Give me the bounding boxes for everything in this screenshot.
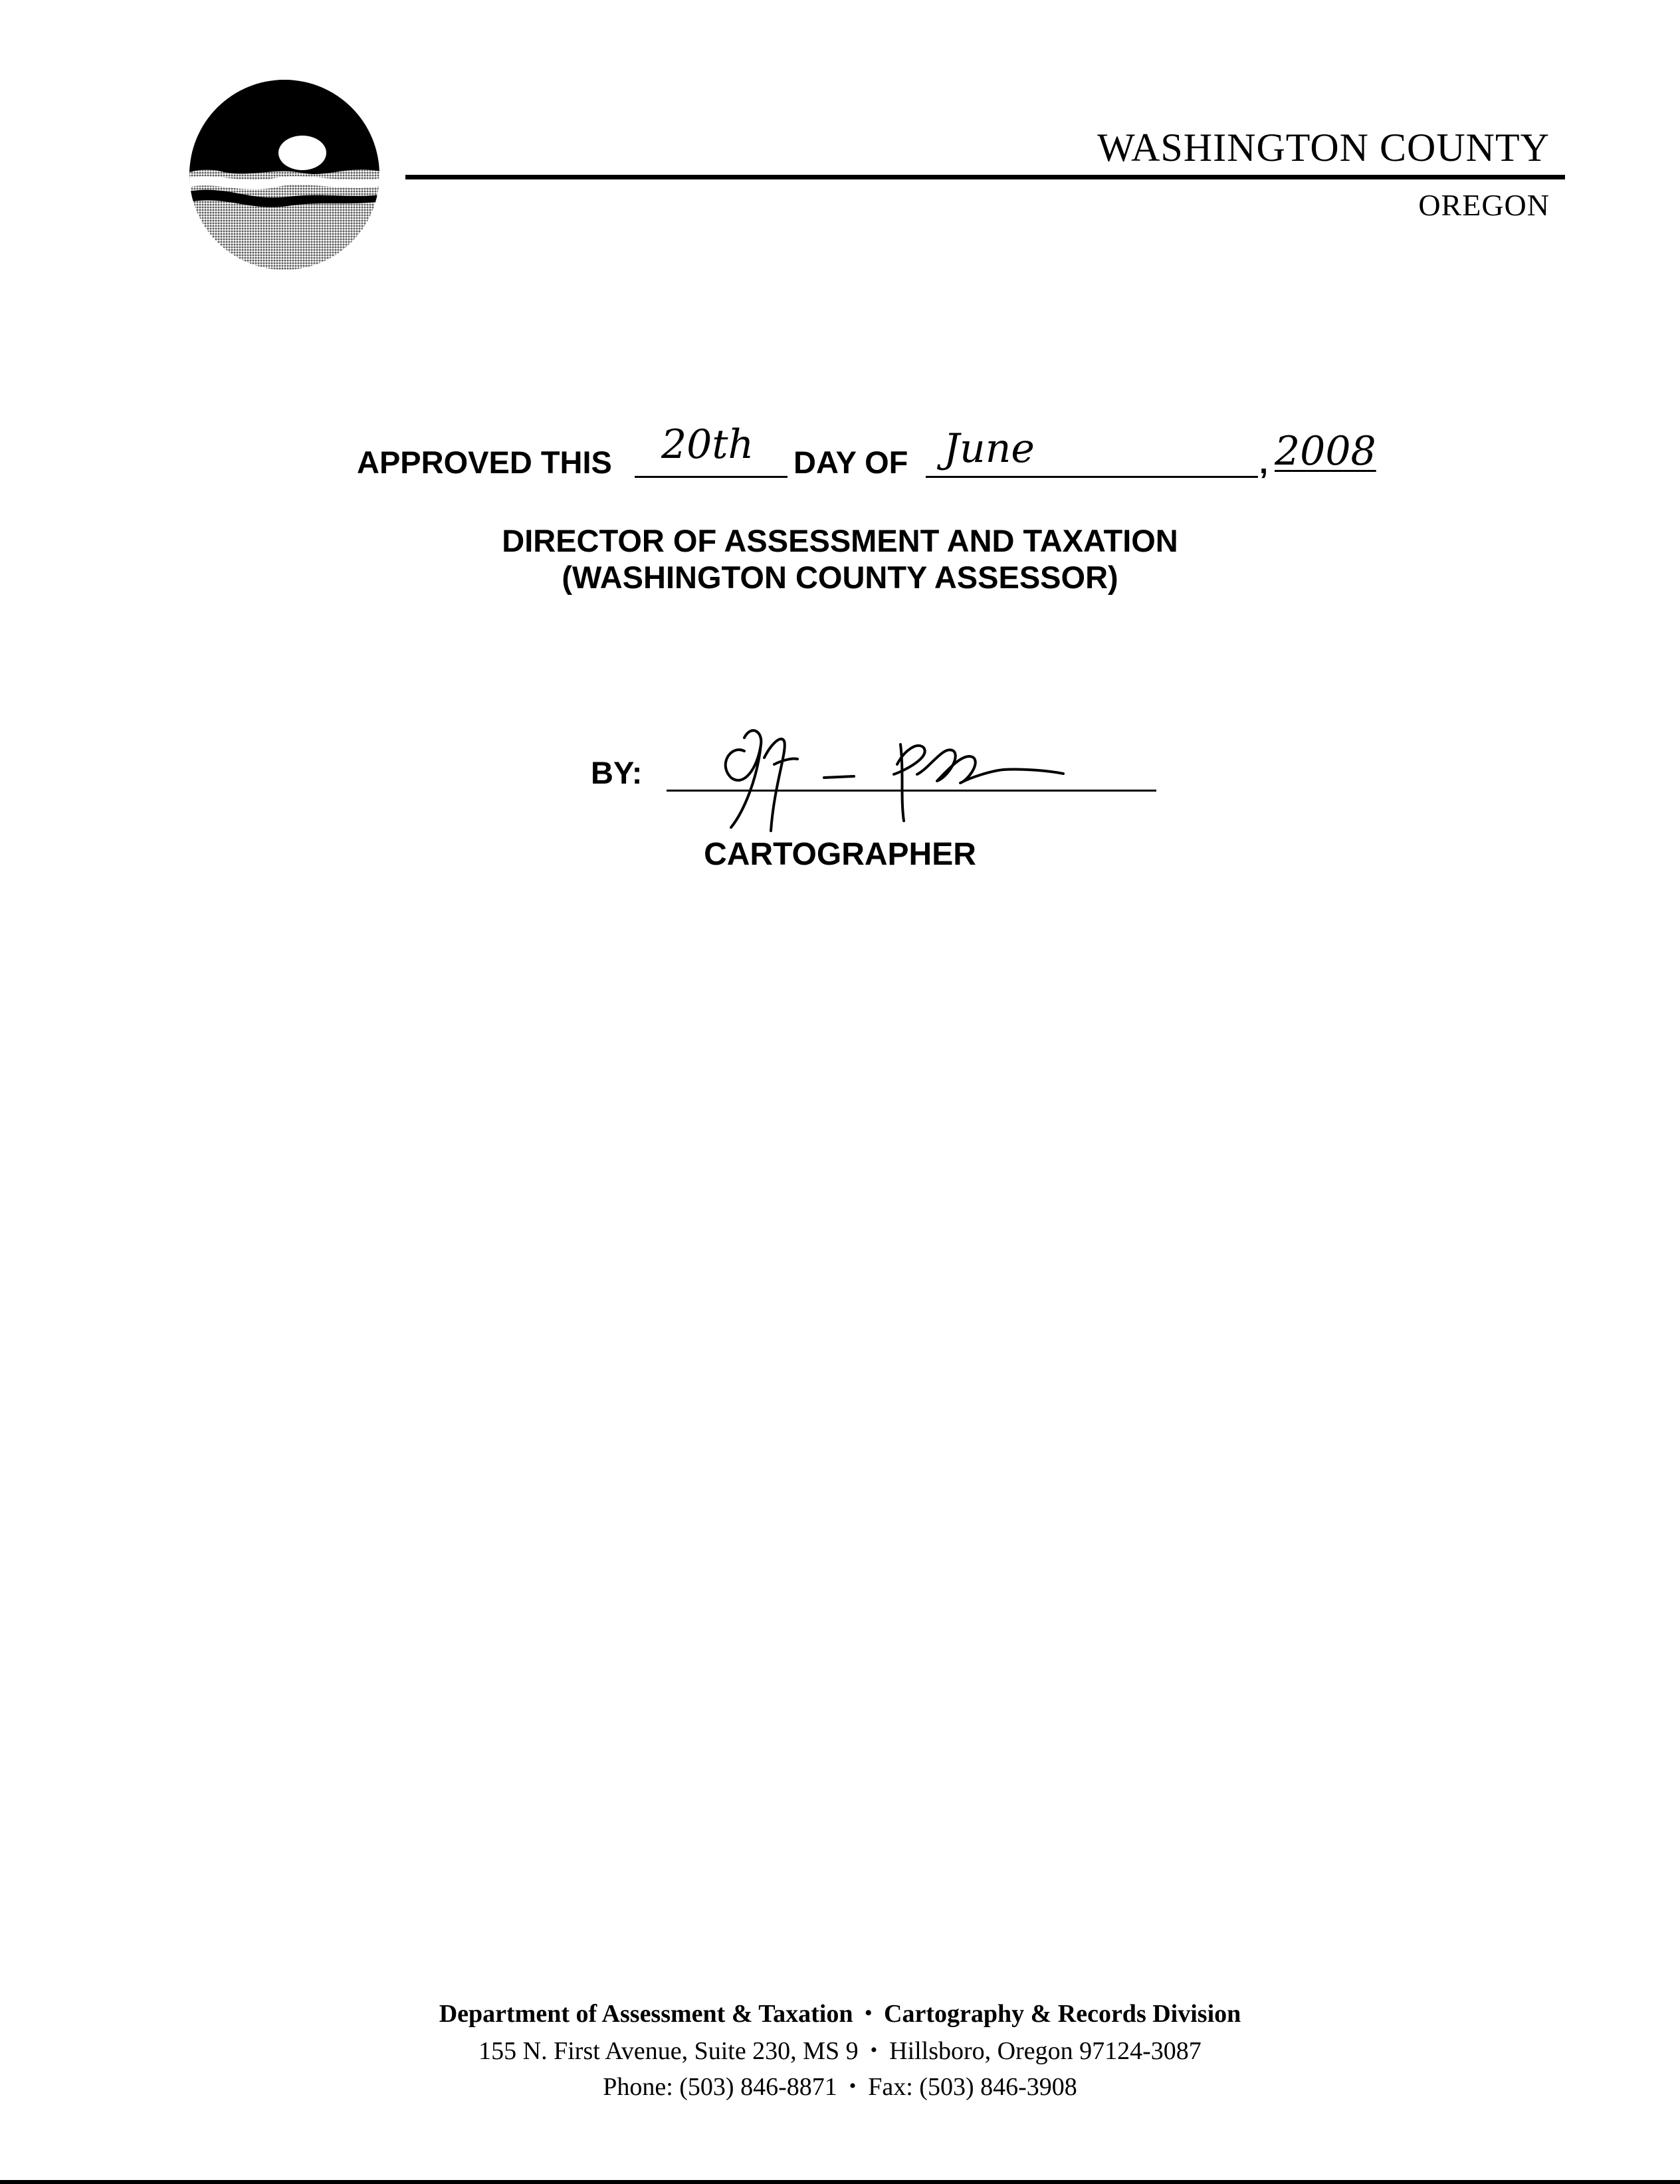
state-name: OREGON (1418, 188, 1550, 222)
footer-address-line (0, 2036, 1680, 2066)
footer-division: Cartography & Records Division (884, 2000, 1241, 2028)
by-label: BY: (591, 755, 643, 790)
footer-department-line (0, 1999, 1680, 2028)
footer-department: Department of Assessment & Taxation (439, 2000, 853, 2028)
signer-title: CARTOGRAPHER (704, 837, 976, 872)
approved-label: APPROVED THIS (357, 445, 612, 480)
washington-county-logo (188, 78, 381, 271)
bullet-separator: • (849, 2075, 857, 2097)
footer-city: Hillsboro, Oregon 97124-3087 (889, 2037, 1202, 2065)
year-value: 2008 (1275, 428, 1376, 475)
footer-contact-line (0, 2072, 1680, 2102)
footer-fax: Fax: (503) 846-3908 (868, 2073, 1077, 2101)
director-title: DIRECTOR OF ASSESSMENT AND TAXATION (502, 523, 1178, 558)
bullet-separator: • (865, 2002, 873, 2024)
county-name: WASHINGTON COUNTY (1097, 126, 1550, 169)
date-comma: , (1259, 445, 1269, 480)
month-underline (926, 476, 1258, 478)
handwritten-signature (704, 705, 1090, 837)
director-subtitle: (WASHINGTON COUNTY ASSESSOR) (562, 560, 1118, 595)
day-of-label: DAY OF (793, 445, 908, 480)
header-rule (405, 175, 1565, 179)
bottom-edge-rule (0, 2180, 1680, 2184)
day-value: 20th (661, 421, 754, 468)
bullet-separator: • (870, 2039, 878, 2061)
day-underline (635, 476, 788, 478)
month-value: June (944, 425, 1035, 472)
footer-address: 155 N. First Avenue, Suite 230, MS 9 (478, 2037, 859, 2065)
footer-phone: Phone: (503) 846-8871 (603, 2073, 837, 2101)
